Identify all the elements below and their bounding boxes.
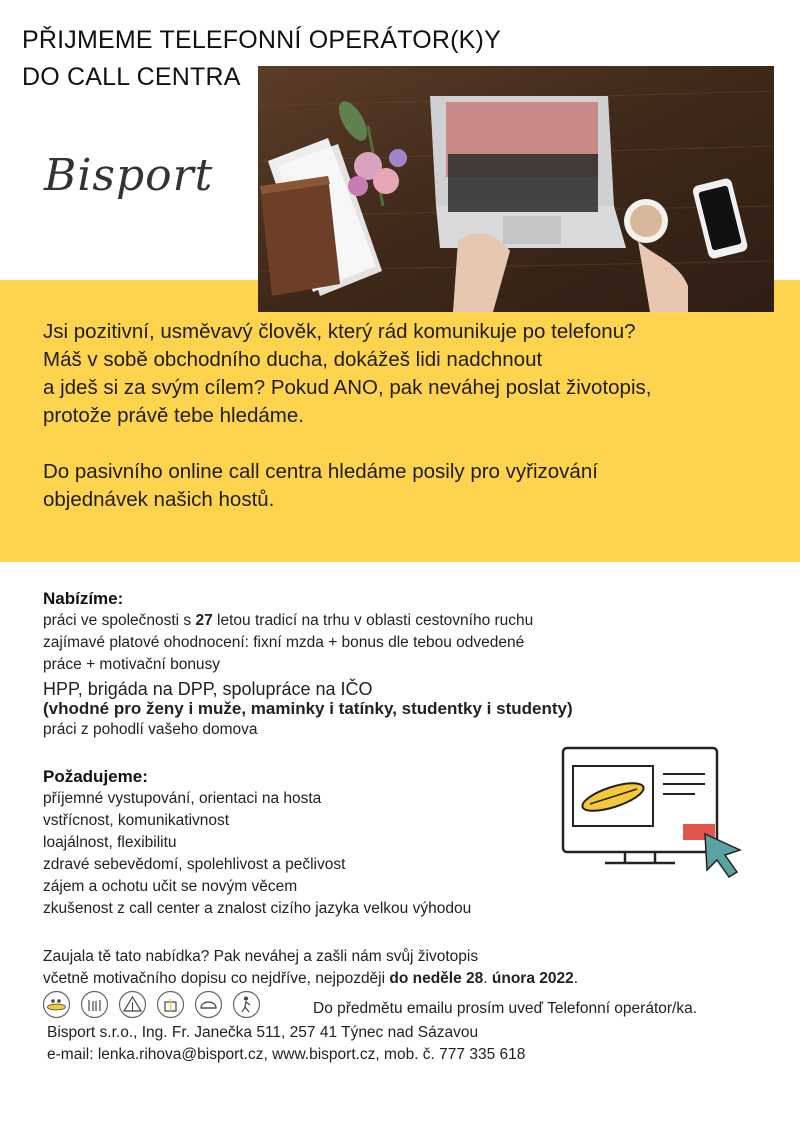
bike-helmet-icon bbox=[194, 990, 223, 1019]
closing-line-2: včetně motivačního dopisu co nejdříve, nejpozději do neděle 28. února 2022. bbox=[43, 970, 579, 987]
offer-line: (vhodné pro ženy i muže, maminky i tatínky, studentky i studenty) bbox=[43, 699, 573, 718]
offer-line: práci z pohodlí vašeho domova bbox=[43, 721, 258, 738]
headline-line-1: PŘIJMEME TELEFONNÍ OPERÁTOR(K)Y bbox=[22, 26, 501, 54]
offer-title: Nabízíme: bbox=[43, 589, 124, 608]
activity-icons bbox=[42, 990, 261, 1019]
offer-line: práce + motivační bonusy bbox=[43, 656, 221, 673]
hiker-icon bbox=[232, 990, 261, 1019]
intro-line: objednávek našich hostů. bbox=[43, 488, 275, 511]
requirement-item: zkušenost z call center a znalost cizího jazyka velkou výhodou bbox=[43, 900, 472, 917]
requirement-item: vstřícnost, komunikativnost bbox=[43, 812, 230, 829]
intro-line: protože právě tebe hledáme. bbox=[43, 404, 304, 427]
desk-photo bbox=[258, 66, 774, 312]
email-subject-note: Do předmětu emailu prosím uveď Telefonní operátor/ka. bbox=[313, 1000, 698, 1017]
contact-details: e-mail: lenka.rihova@bisport.cz, www.bisport.cz, mob. č. 777 335 618 bbox=[47, 1046, 526, 1063]
logo-text: Bisport bbox=[44, 150, 214, 201]
offer-line: HPP, brigáda na DPP, spolupráce na IČO bbox=[43, 679, 373, 699]
offer-line: zajímavé platové ohodnocení: fixní mzda + bonus dle tebou odvedené bbox=[43, 634, 525, 651]
computer-screen-illustration bbox=[555, 742, 755, 892]
intro-line: a jdeš si za svým cílem? Pokud ANO, pak neváhej poslat životopis, bbox=[43, 376, 652, 399]
requirement-item: zdravé sebevědomí, spolehlivost a pečlivost bbox=[43, 856, 346, 873]
company-address: Bisport s.r.o., Ing. Fr. Janečka 511, 257 41 Týnec nad Sázavou bbox=[47, 1024, 479, 1041]
gift-icon bbox=[156, 990, 185, 1019]
tent-icon bbox=[118, 990, 147, 1019]
requirement-item: loajálnost, flexibilitu bbox=[43, 834, 177, 851]
offer-section bbox=[43, 588, 683, 741]
family-icon bbox=[80, 990, 109, 1019]
headline-line-2: DO CALL CENTRA bbox=[22, 63, 241, 91]
canoe-icon bbox=[42, 990, 71, 1019]
intro-text bbox=[43, 318, 783, 514]
intro-line: Jsi pozitivní, usměvavý člověk, který rád komunikuje po telefonu? bbox=[43, 320, 636, 343]
requirement-item: zájem a ochotu učit se novým věcem bbox=[43, 878, 298, 895]
closing-line-1: Zaujala tě tato nabídka? Pak neváhej a zašli nám svůj životopis bbox=[43, 948, 479, 965]
intro-line: Do pasivního online call centra hledáme posily pro vyřizování bbox=[43, 460, 598, 483]
offer-line: práci ve společnosti s 27 letou tradicí na trhu v oblasti cestovního ruchu bbox=[43, 612, 534, 629]
requirement-item: příjemné vystupování, orientaci na hosta bbox=[43, 790, 322, 807]
intro-line: Máš v sobě obchodního ducha, dokážeš lidi nadchnout bbox=[43, 348, 543, 371]
requirements-title: Požadujeme: bbox=[43, 767, 148, 786]
